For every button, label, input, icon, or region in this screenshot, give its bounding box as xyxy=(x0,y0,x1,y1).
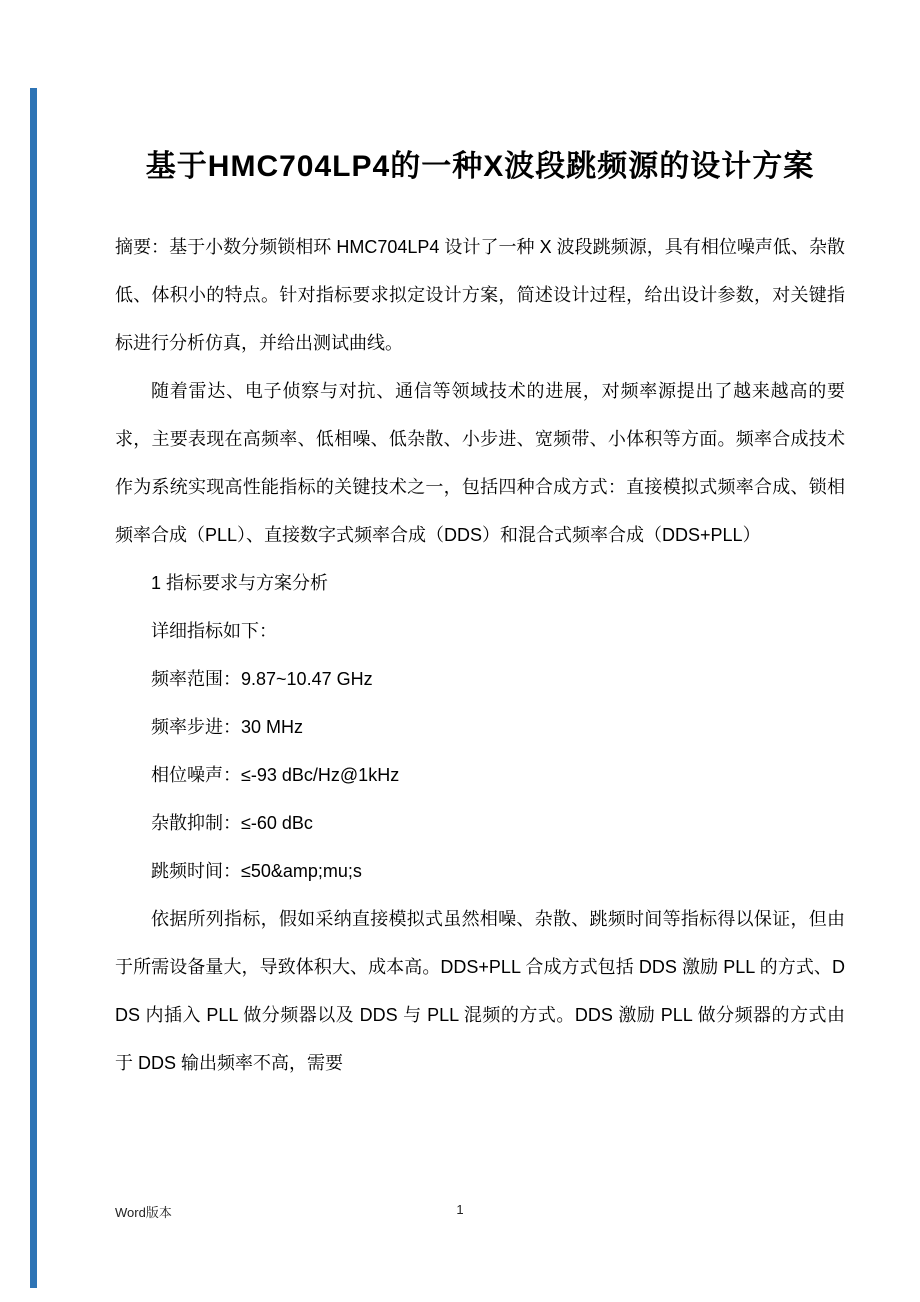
spec-frequency-range: 频率范围：9.87~10.47 GHz xyxy=(151,669,373,689)
page-footer xyxy=(0,1198,920,1228)
paragraph-analysis: 依据所列指标，假如采纳直接模拟式虽然相噪、杂散、跳频时间等指标得以保证，但由于所需设备量大，导致体积大、成本高。DDS+PLL 合成方式包括 DDS 激励 PLL 的方式、DDS 内插入 PLL 做分频器以及 DDS 与 PLL 混频的方式。DDS 激励 PLL 做分频器的方式由于 DDS 输出频率不高，需要 xyxy=(115,909,845,1073)
spec-phase-noise: 相位噪声：≤-93 dBc/Hz@1kHz xyxy=(151,765,400,785)
document-title: 基于HMC704LP4的一种X波段跳频源的设计方案 xyxy=(145,150,815,183)
document-content xyxy=(115,138,845,1087)
page-number: 1 xyxy=(456,1202,464,1217)
spec-spurious-suppression: 杂散抑制：≤-60 dBc xyxy=(151,813,313,833)
paragraph-intro: 随着雷达、电子侦察与对抗、通信等领域技术的进展，对频率源提出了越来越高的要求，主要表现在高频率、低相噪、低杂散、小步进、宽频带、小体积等方面。频率合成技术作为系统实现高性能指标的关键技术之一，包括四种合成方式：直接模拟式频率合成、锁相频率合成（PLL）、直接数字式频率合成（DDS）和混合式频率合成（DDS+PLL） xyxy=(115,381,845,545)
footer-word-version-label: Word版本 xyxy=(115,1205,172,1220)
spec-hopping-time: 跳频时间：≤50&amp;mu;s xyxy=(151,861,362,881)
spec-intro-line: 详细指标如下： xyxy=(151,621,277,641)
section-1-heading: 1 指标要求与方案分析 xyxy=(151,573,329,593)
spec-frequency-step: 频率步进：30 MHz xyxy=(151,717,304,737)
left-border-stripe xyxy=(30,88,37,1288)
paragraph-abstract: 摘要：基于小数分频锁相环 HMC704LP4 设计了一种 X 波段跳频源，具有相位噪声低、杂散低、体积小的特点。针对指标要求拟定设计方案，简述设计过程，给出设计参数，对关键指标进行分析仿真，并给出测试曲线。 xyxy=(115,237,845,353)
